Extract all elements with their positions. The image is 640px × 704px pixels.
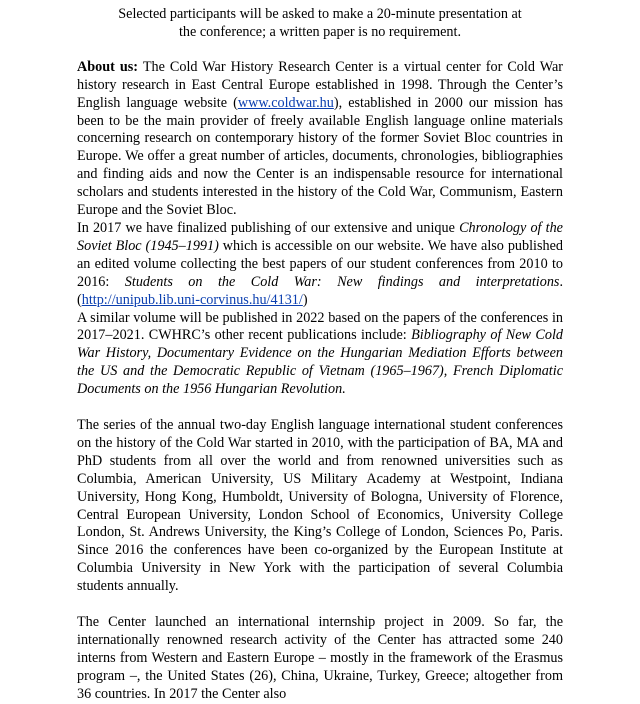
coldwar-website-link[interactable]: www.coldwar.hu [237,94,334,111]
about-p2-text-c: . ( [77,273,564,308]
paragraph-gap [77,399,563,417]
series-paragraph: The series of the annual two-day English language international student conferences on the history of the Cold War started in 2010, with the participation of BA, MA and PhD students from all over the world and from renowned universities such as Columbia, American University, US Military Academy at Westpoint, Indiana University, Hong Kong, Humboldt, University of Bologna, University of Florence, Central European University, London School of Economics, University College London, St. Andrews University, the King’s College of London, Sciences Po, Paris. Since 2016 the conferences have been co-organized by the European Institute at Columbia University in New York with the participation of several Columbia students annually. [77,417,563,595]
intro-block [77,6,563,42]
about-p1-text-b: ), established in 2000 our mission has been to be the main provider of freely available English language online materials concerning research on contemporary history of the former Soviet Bloc countries in Europe. We offer a great number of articles, documents, chronologies, bibliographies and finding aids and now the Center is an indispensable resource for international scholars and students interested in the history of the Cold War, Communism, Eastern Europe and the Soviet Bloc. [77,94,563,219]
about-p2-text-b: which is accessible on our website. We have also published an edited volume collecting the best papers of our student conferences from 2010 to 2016: [77,237,563,290]
chronology-title: Chronology of the Soviet Bloc (1945–1991) [77,219,563,254]
about-paragraph-1 [77,59,563,220]
paragraph-gap [77,596,563,614]
intro-line-1: Selected participants will be asked to make a 20-minute presentation at [118,6,522,22]
document-page [77,6,564,702]
about-p2-text-d: ) [302,291,308,308]
about-p1-text-a: The Cold War History Research Center is a virtual center for Cold War history research in East Central Europe established in 1998. Through the Center’s English language website ( [77,58,563,111]
about-heading: About us: [77,58,139,75]
edited-volume-title: Students on the Cold War: New findings and interpretations [124,273,560,290]
unipub-link[interactable]: http://unipub.lib.uni-corvinus.hu/4131/ [81,291,303,308]
about-p3-text-a: A similar volume will be published in 2022 based on the papers of the conferences in 2017–2021. CWHRC’s other recent publications include: [77,309,563,344]
about-p2-text-a: In 2017 we have finalized publishing of our extensive and unique [77,219,460,236]
internship-paragraph: The Center launched an international internship project in 2009. So far, the internationally renowned research activity of the Center has attracted some 240 interns from Western and Eastern Europe – mostly in the framework of the Erasmus program –, the United States (26), China, Ukraine, Turkey, Greece; altogether from 36 countries. In 2017 the Center also [77,614,563,702]
about-paragraph-3 [77,310,563,400]
intro-line-2: the conference; a written paper is no requirement. [178,23,462,40]
about-paragraph-2 [77,220,563,310]
publications-list: Bibliography of New Cold War History, Documentary Evidence on the Hungarian Mediation Efforts between the US and the Democratic Republic of Vietnam (1965–1967), French Diplomatic Documents on the 1956 Hungarian Revolution. [77,327,563,398]
